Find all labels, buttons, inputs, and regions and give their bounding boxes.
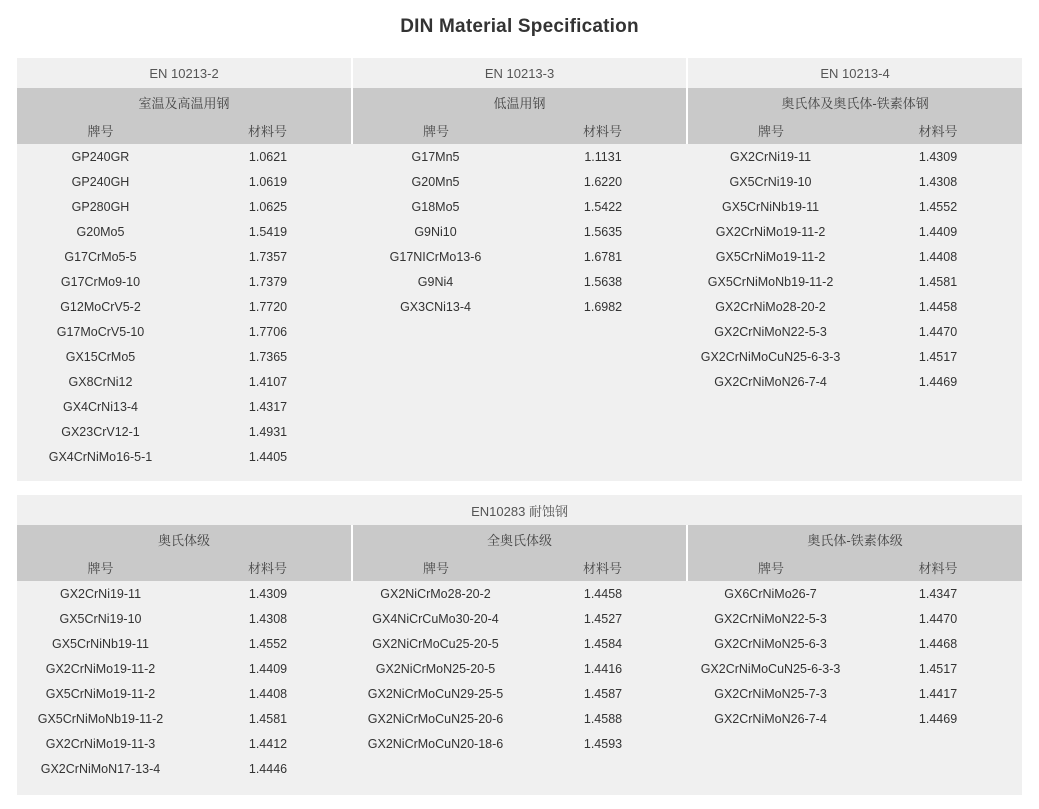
cell-grade: GX2CrNiMo28-20-2 bbox=[687, 294, 854, 319]
cell-matno: 1.4552 bbox=[854, 194, 1022, 219]
cell-grade: GX2CrNiMo19-11-2 bbox=[17, 656, 184, 681]
table-row bbox=[17, 369, 1022, 394]
cell-matno: 1.4409 bbox=[184, 656, 352, 681]
table-row bbox=[17, 344, 1022, 369]
cell-matno bbox=[519, 344, 687, 369]
cell-grade: GX5CrNiMo19-11-2 bbox=[687, 244, 854, 269]
group-cell: 低温用钢 bbox=[352, 88, 687, 116]
cell-matno: 1.5635 bbox=[519, 219, 687, 244]
table-row bbox=[17, 631, 1022, 656]
cell-grade: GX2CrNiMoN26-7-4 bbox=[687, 369, 854, 394]
group-row bbox=[17, 88, 1022, 116]
cell-grade: G20Mo5 bbox=[17, 219, 184, 244]
cell-grade: GX2CrNiMoCuN25-6-3-3 bbox=[687, 344, 854, 369]
table-row bbox=[17, 319, 1022, 344]
cell-grade: GX3CNi13-4 bbox=[352, 294, 519, 319]
cell-matno: 1.6982 bbox=[519, 294, 687, 319]
cell-grade: GX2CrNiMoN22-5-3 bbox=[687, 606, 854, 631]
cell-matno: 1.4470 bbox=[854, 606, 1022, 631]
table-row bbox=[17, 419, 1022, 444]
cell-matno: 1.4587 bbox=[519, 681, 687, 706]
cell-matno: 1.4581 bbox=[184, 706, 352, 731]
standards-row bbox=[17, 58, 1022, 88]
cell-matno: 1.4417 bbox=[854, 681, 1022, 706]
cell-grade: GX5CrNi19-10 bbox=[687, 169, 854, 194]
standard-cell: EN10283 耐蚀钢 bbox=[17, 495, 1022, 525]
cell-matno: 1.4308 bbox=[854, 169, 1022, 194]
cell-grade: GX2CrNiMoN22-5-3 bbox=[687, 319, 854, 344]
cell-matno: 1.4468 bbox=[854, 631, 1022, 656]
cell-grade: G9Ni4 bbox=[352, 269, 519, 294]
cell-grade: G17MoCrV5-10 bbox=[17, 319, 184, 344]
group-cell: 全奥氏体级 bbox=[352, 525, 687, 553]
table-row bbox=[17, 194, 1022, 219]
cell-grade: GX4NiCrCuMo30-20-4 bbox=[352, 606, 519, 631]
table-row bbox=[17, 606, 1022, 631]
cell-grade: G12MoCrV5-2 bbox=[17, 294, 184, 319]
table-row bbox=[17, 581, 1022, 606]
cell-matno bbox=[854, 444, 1022, 469]
standards-row bbox=[17, 495, 1022, 525]
cell-grade bbox=[687, 394, 854, 419]
cell-grade: GX5CrNi19-10 bbox=[17, 606, 184, 631]
cell-matno bbox=[854, 394, 1022, 419]
cell-matno: 1.6220 bbox=[519, 169, 687, 194]
cell-grade: GX2CrNiMoN17-13-4 bbox=[17, 756, 184, 781]
table-row bbox=[17, 756, 1022, 781]
cell-grade: GX5CrNiMoNb19-11-2 bbox=[17, 706, 184, 731]
cell-grade: GX5CrNiNb19-11 bbox=[17, 631, 184, 656]
table-en10283 bbox=[17, 495, 1022, 795]
table-row bbox=[17, 656, 1022, 681]
cell-matno: 1.4405 bbox=[184, 444, 352, 469]
cell-matno: 1.4931 bbox=[184, 419, 352, 444]
table-row bbox=[17, 681, 1022, 706]
table-row bbox=[17, 144, 1022, 169]
cell-grade: GX2NiCrMoCu25-20-5 bbox=[352, 631, 519, 656]
cell-matno bbox=[519, 419, 687, 444]
standard-cell: EN 10213-4 bbox=[687, 58, 1022, 88]
standard-cell: EN 10213-2 bbox=[17, 58, 352, 88]
table-row-pad bbox=[17, 781, 1022, 795]
cell-grade: GX2NiCrMoCuN20-18-6 bbox=[352, 731, 519, 756]
cell-grade: GX5CrNiMo19-11-2 bbox=[17, 681, 184, 706]
cell-matno: 1.4470 bbox=[854, 319, 1022, 344]
cell-matno: 1.4527 bbox=[519, 606, 687, 631]
column-header: 牌号 bbox=[17, 116, 184, 144]
cell-grade: GX2NiCrMoCuN25-20-6 bbox=[352, 706, 519, 731]
column-header: 材料号 bbox=[184, 553, 352, 581]
cell-grade bbox=[687, 756, 854, 781]
group-cell: 室温及高温用钢 bbox=[17, 88, 352, 116]
cell-matno: 1.7379 bbox=[184, 269, 352, 294]
cell-matno: 1.4458 bbox=[519, 581, 687, 606]
cell-matno: 1.0619 bbox=[184, 169, 352, 194]
table-row bbox=[17, 731, 1022, 756]
cell-matno bbox=[854, 419, 1022, 444]
table-en10213-body bbox=[17, 58, 1022, 481]
cell-grade: G17CrMo5-5 bbox=[17, 244, 184, 269]
cell-matno: 1.4409 bbox=[854, 219, 1022, 244]
cell-matno bbox=[519, 369, 687, 394]
cell-matno: 1.4517 bbox=[854, 344, 1022, 369]
cell-matno: 1.4446 bbox=[184, 756, 352, 781]
cell-grade: GX2CrNi19-11 bbox=[17, 581, 184, 606]
cell-grade: GX2CrNiMoN25-6-3 bbox=[687, 631, 854, 656]
cell-matno: 1.7706 bbox=[184, 319, 352, 344]
column-header: 牌号 bbox=[17, 553, 184, 581]
cell-grade bbox=[687, 444, 854, 469]
cell-matno: 1.4458 bbox=[854, 294, 1022, 319]
cell-matno bbox=[519, 444, 687, 469]
cell-matno: 1.7365 bbox=[184, 344, 352, 369]
cell-matno: 1.4309 bbox=[854, 144, 1022, 169]
cell-grade: G17CrMo9-10 bbox=[17, 269, 184, 294]
cell-grade bbox=[352, 419, 519, 444]
cell-matno: 1.5419 bbox=[184, 219, 352, 244]
cell-grade: GX4CrNi13-4 bbox=[17, 394, 184, 419]
cell-grade: GX15CrMo5 bbox=[17, 344, 184, 369]
cell-grade bbox=[352, 369, 519, 394]
cell-grade: G17NICrMo13-6 bbox=[352, 244, 519, 269]
cell-grade: GX8CrNi12 bbox=[17, 369, 184, 394]
cell-grade: G20Mn5 bbox=[352, 169, 519, 194]
cell-matno bbox=[854, 731, 1022, 756]
table-row bbox=[17, 706, 1022, 731]
table-row bbox=[17, 444, 1022, 469]
cell-matno: 1.0621 bbox=[184, 144, 352, 169]
group-row bbox=[17, 525, 1022, 553]
group-cell: 奥氏体及奥氏体-铁素体钢 bbox=[687, 88, 1022, 116]
cell-grade: GP240GR bbox=[17, 144, 184, 169]
cell-grade: GX23CrV12-1 bbox=[17, 419, 184, 444]
cell-matno: 1.4588 bbox=[519, 706, 687, 731]
table-row bbox=[17, 219, 1022, 244]
cell-matno: 1.4347 bbox=[854, 581, 1022, 606]
cell-grade: GP240GH bbox=[17, 169, 184, 194]
bottom-padding bbox=[0, 795, 1039, 809]
cell-grade: G9Ni10 bbox=[352, 219, 519, 244]
cell-grade bbox=[687, 419, 854, 444]
table-row bbox=[17, 294, 1022, 319]
cell-grade: GX2CrNiMoCuN25-6-3-3 bbox=[687, 656, 854, 681]
group-cell: 奥氏体-铁素体级 bbox=[687, 525, 1022, 553]
cell-grade: GX2CrNiMo19-11-2 bbox=[687, 219, 854, 244]
column-header: 材料号 bbox=[854, 553, 1022, 581]
column-header: 牌号 bbox=[687, 116, 854, 144]
cell-matno: 1.5638 bbox=[519, 269, 687, 294]
column-header-row bbox=[17, 116, 1022, 144]
cell-grade: GX2NiCrMo28-20-2 bbox=[352, 581, 519, 606]
cell-matno: 1.4107 bbox=[184, 369, 352, 394]
cell-matno bbox=[519, 756, 687, 781]
cell-matno: 1.4469 bbox=[854, 706, 1022, 731]
column-header: 牌号 bbox=[352, 553, 519, 581]
cell-matno: 1.6781 bbox=[519, 244, 687, 269]
table-row-pad bbox=[17, 469, 1022, 481]
cell-grade bbox=[687, 731, 854, 756]
column-header: 牌号 bbox=[352, 116, 519, 144]
cell-grade bbox=[352, 394, 519, 419]
table-row bbox=[17, 169, 1022, 194]
cell-matno: 1.4469 bbox=[854, 369, 1022, 394]
cell-matno: 1.4317 bbox=[184, 394, 352, 419]
standard-cell: EN 10213-3 bbox=[352, 58, 687, 88]
cell-grade: GX5CrNiNb19-11 bbox=[687, 194, 854, 219]
cell-matno: 1.1131 bbox=[519, 144, 687, 169]
cell-matno: 1.4412 bbox=[184, 731, 352, 756]
column-header: 材料号 bbox=[519, 116, 687, 144]
cell-grade: GP280GH bbox=[17, 194, 184, 219]
cell-matno bbox=[854, 756, 1022, 781]
cell-grade: GX6CrNiMo26-7 bbox=[687, 581, 854, 606]
cell-matno: 1.4552 bbox=[184, 631, 352, 656]
cell-matno: 1.4593 bbox=[519, 731, 687, 756]
cell-matno: 1.7720 bbox=[184, 294, 352, 319]
table-row bbox=[17, 244, 1022, 269]
column-header-row bbox=[17, 553, 1022, 581]
column-header: 牌号 bbox=[687, 553, 854, 581]
cell-grade bbox=[352, 756, 519, 781]
cell-matno: 1.4584 bbox=[519, 631, 687, 656]
cell-matno: 1.4517 bbox=[854, 656, 1022, 681]
table-row bbox=[17, 394, 1022, 419]
cell-matno: 1.4408 bbox=[184, 681, 352, 706]
cell-matno: 1.4308 bbox=[184, 606, 352, 631]
cell-grade: GX2CrNi19-11 bbox=[687, 144, 854, 169]
table-en10283-body bbox=[17, 495, 1022, 795]
cell-matno: 1.0625 bbox=[184, 194, 352, 219]
cell-grade bbox=[352, 344, 519, 369]
group-cell: 奥氏体级 bbox=[17, 525, 352, 553]
cell-grade: GX2NiCrMoCuN29-25-5 bbox=[352, 681, 519, 706]
cell-grade: GX2CrNiMoN26-7-4 bbox=[687, 706, 854, 731]
cell-matno: 1.4309 bbox=[184, 581, 352, 606]
cell-matno bbox=[519, 319, 687, 344]
cell-grade: GX2CrNiMo19-11-3 bbox=[17, 731, 184, 756]
cell-grade: GX5CrNiMoNb19-11-2 bbox=[687, 269, 854, 294]
cell-grade: GX2NiCrMoN25-20-5 bbox=[352, 656, 519, 681]
table-separator bbox=[0, 481, 1039, 495]
column-header: 材料号 bbox=[184, 116, 352, 144]
cell-matno: 1.4416 bbox=[519, 656, 687, 681]
cell-matno bbox=[519, 394, 687, 419]
cell-grade bbox=[352, 444, 519, 469]
cell-matno: 1.4581 bbox=[854, 269, 1022, 294]
cell-matno: 1.4408 bbox=[854, 244, 1022, 269]
table-row bbox=[17, 269, 1022, 294]
cell-grade: GX2CrNiMoN25-7-3 bbox=[687, 681, 854, 706]
cell-grade: GX4CrNiMo16-5-1 bbox=[17, 444, 184, 469]
column-header: 材料号 bbox=[519, 553, 687, 581]
cell-matno: 1.5422 bbox=[519, 194, 687, 219]
cell-grade bbox=[352, 319, 519, 344]
table-en10213 bbox=[17, 58, 1022, 481]
page-title: DIN Material Specification bbox=[400, 16, 639, 37]
cell-matno: 1.7357 bbox=[184, 244, 352, 269]
cell-grade: G17Mn5 bbox=[352, 144, 519, 169]
column-header: 材料号 bbox=[854, 116, 1022, 144]
cell-grade: G18Mo5 bbox=[352, 194, 519, 219]
